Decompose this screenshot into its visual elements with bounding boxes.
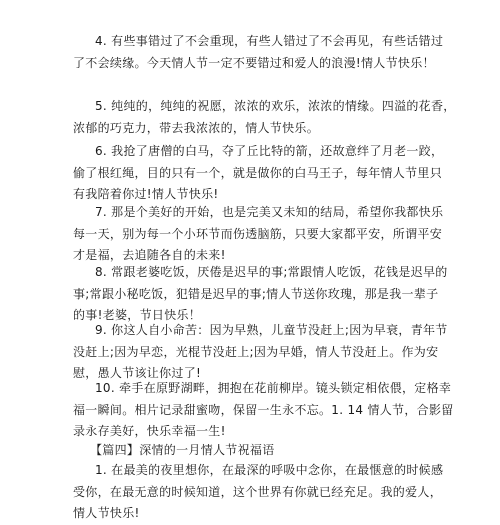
paragraph-9	[73, 320, 448, 385]
paragraph-7	[73, 202, 444, 267]
text-line: 7. 那是个美好的开始，也是完美又未知的结局，希望你我都快乐	[95, 205, 444, 219]
text-line: 5. 纯纯的，纯纯的祝愿，浓浓的欢乐，浓浓的情缘。四溢的花香，	[95, 99, 456, 113]
text-line: 才是福，去追随各自的未来!	[73, 248, 226, 262]
text-line: 9. 你这人自小命苦：因为早熟，儿童节没赶上;因为早衰，青年节	[95, 323, 448, 337]
text-line: 福一瞬间。相片记录甜蜜吻，保留一生永不忘。1. 14 情人节，合影留	[73, 402, 454, 417]
paragraph-5	[73, 96, 456, 139]
text-line: 受你，在最无意的时候知道，这个世界有你就已经充足。我的爱人，	[73, 484, 443, 499]
paragraph-4	[73, 31, 444, 74]
text-line: 录永存美好，快乐幸福一生!	[73, 424, 226, 438]
text-line: 事;常跟小秘吃饭，犯错是迟早的事;情人节送你玫瑰，那是我一辈子	[73, 286, 439, 301]
paragraph-final	[73, 460, 444, 525]
text-line: 情人节快乐!	[73, 506, 140, 520]
text-line: 有我陪着你过!情人节快乐!	[73, 187, 219, 201]
text-line: 10. 牵手在原野湖畔，拥抱在花前柳岸。镜头锁定相依偎，定格幸	[95, 381, 452, 395]
text-line: 1. 在最美的夜里想你，在最深的呼吸中念你，在最惬意的时候感	[95, 463, 444, 477]
section-heading: 【篇四】深情的一月情人节祝福语	[90, 443, 275, 457]
text-line: 慰，愚人节该让你过了!	[73, 366, 202, 380]
text-line: 6. 我抢了唐僧的白马，夺了丘比特的箭，还故意绊了月老一跤，	[95, 144, 444, 158]
text-line: 的事!老婆，节日快乐！	[73, 308, 202, 322]
text-line: 8. 常跟老婆吃饭，厌倦是迟早的事;常跟情人吃饭，花钱是迟早的	[95, 265, 448, 279]
text-line: 了不会续缘。今天情人节一定不要错过和爱人的浪漫!情人节快乐！	[73, 55, 435, 70]
paragraph-6	[73, 141, 444, 206]
paragraph-8	[73, 262, 448, 327]
text-line: 每一天，别为每一个小环节而伤透脑筋，只要大家都平安，所谓平安	[73, 226, 443, 241]
text-line: 没赶上;因为早恋，光棍节没赶上;因为早婚，情人节没赶上。作为安	[73, 344, 439, 359]
text-line: 浓郁的巧克力，带去我浓浓的，情人节快乐。	[73, 120, 320, 135]
text-line: 4. 有些事错过了不会重现，有些人错过了不会再见，有些话错过	[95, 34, 444, 48]
paragraph-10	[73, 378, 454, 443]
text-line: 偷了根红绳，目的只有一个，就是做你的白马王子，每年情人节里只	[73, 165, 443, 180]
